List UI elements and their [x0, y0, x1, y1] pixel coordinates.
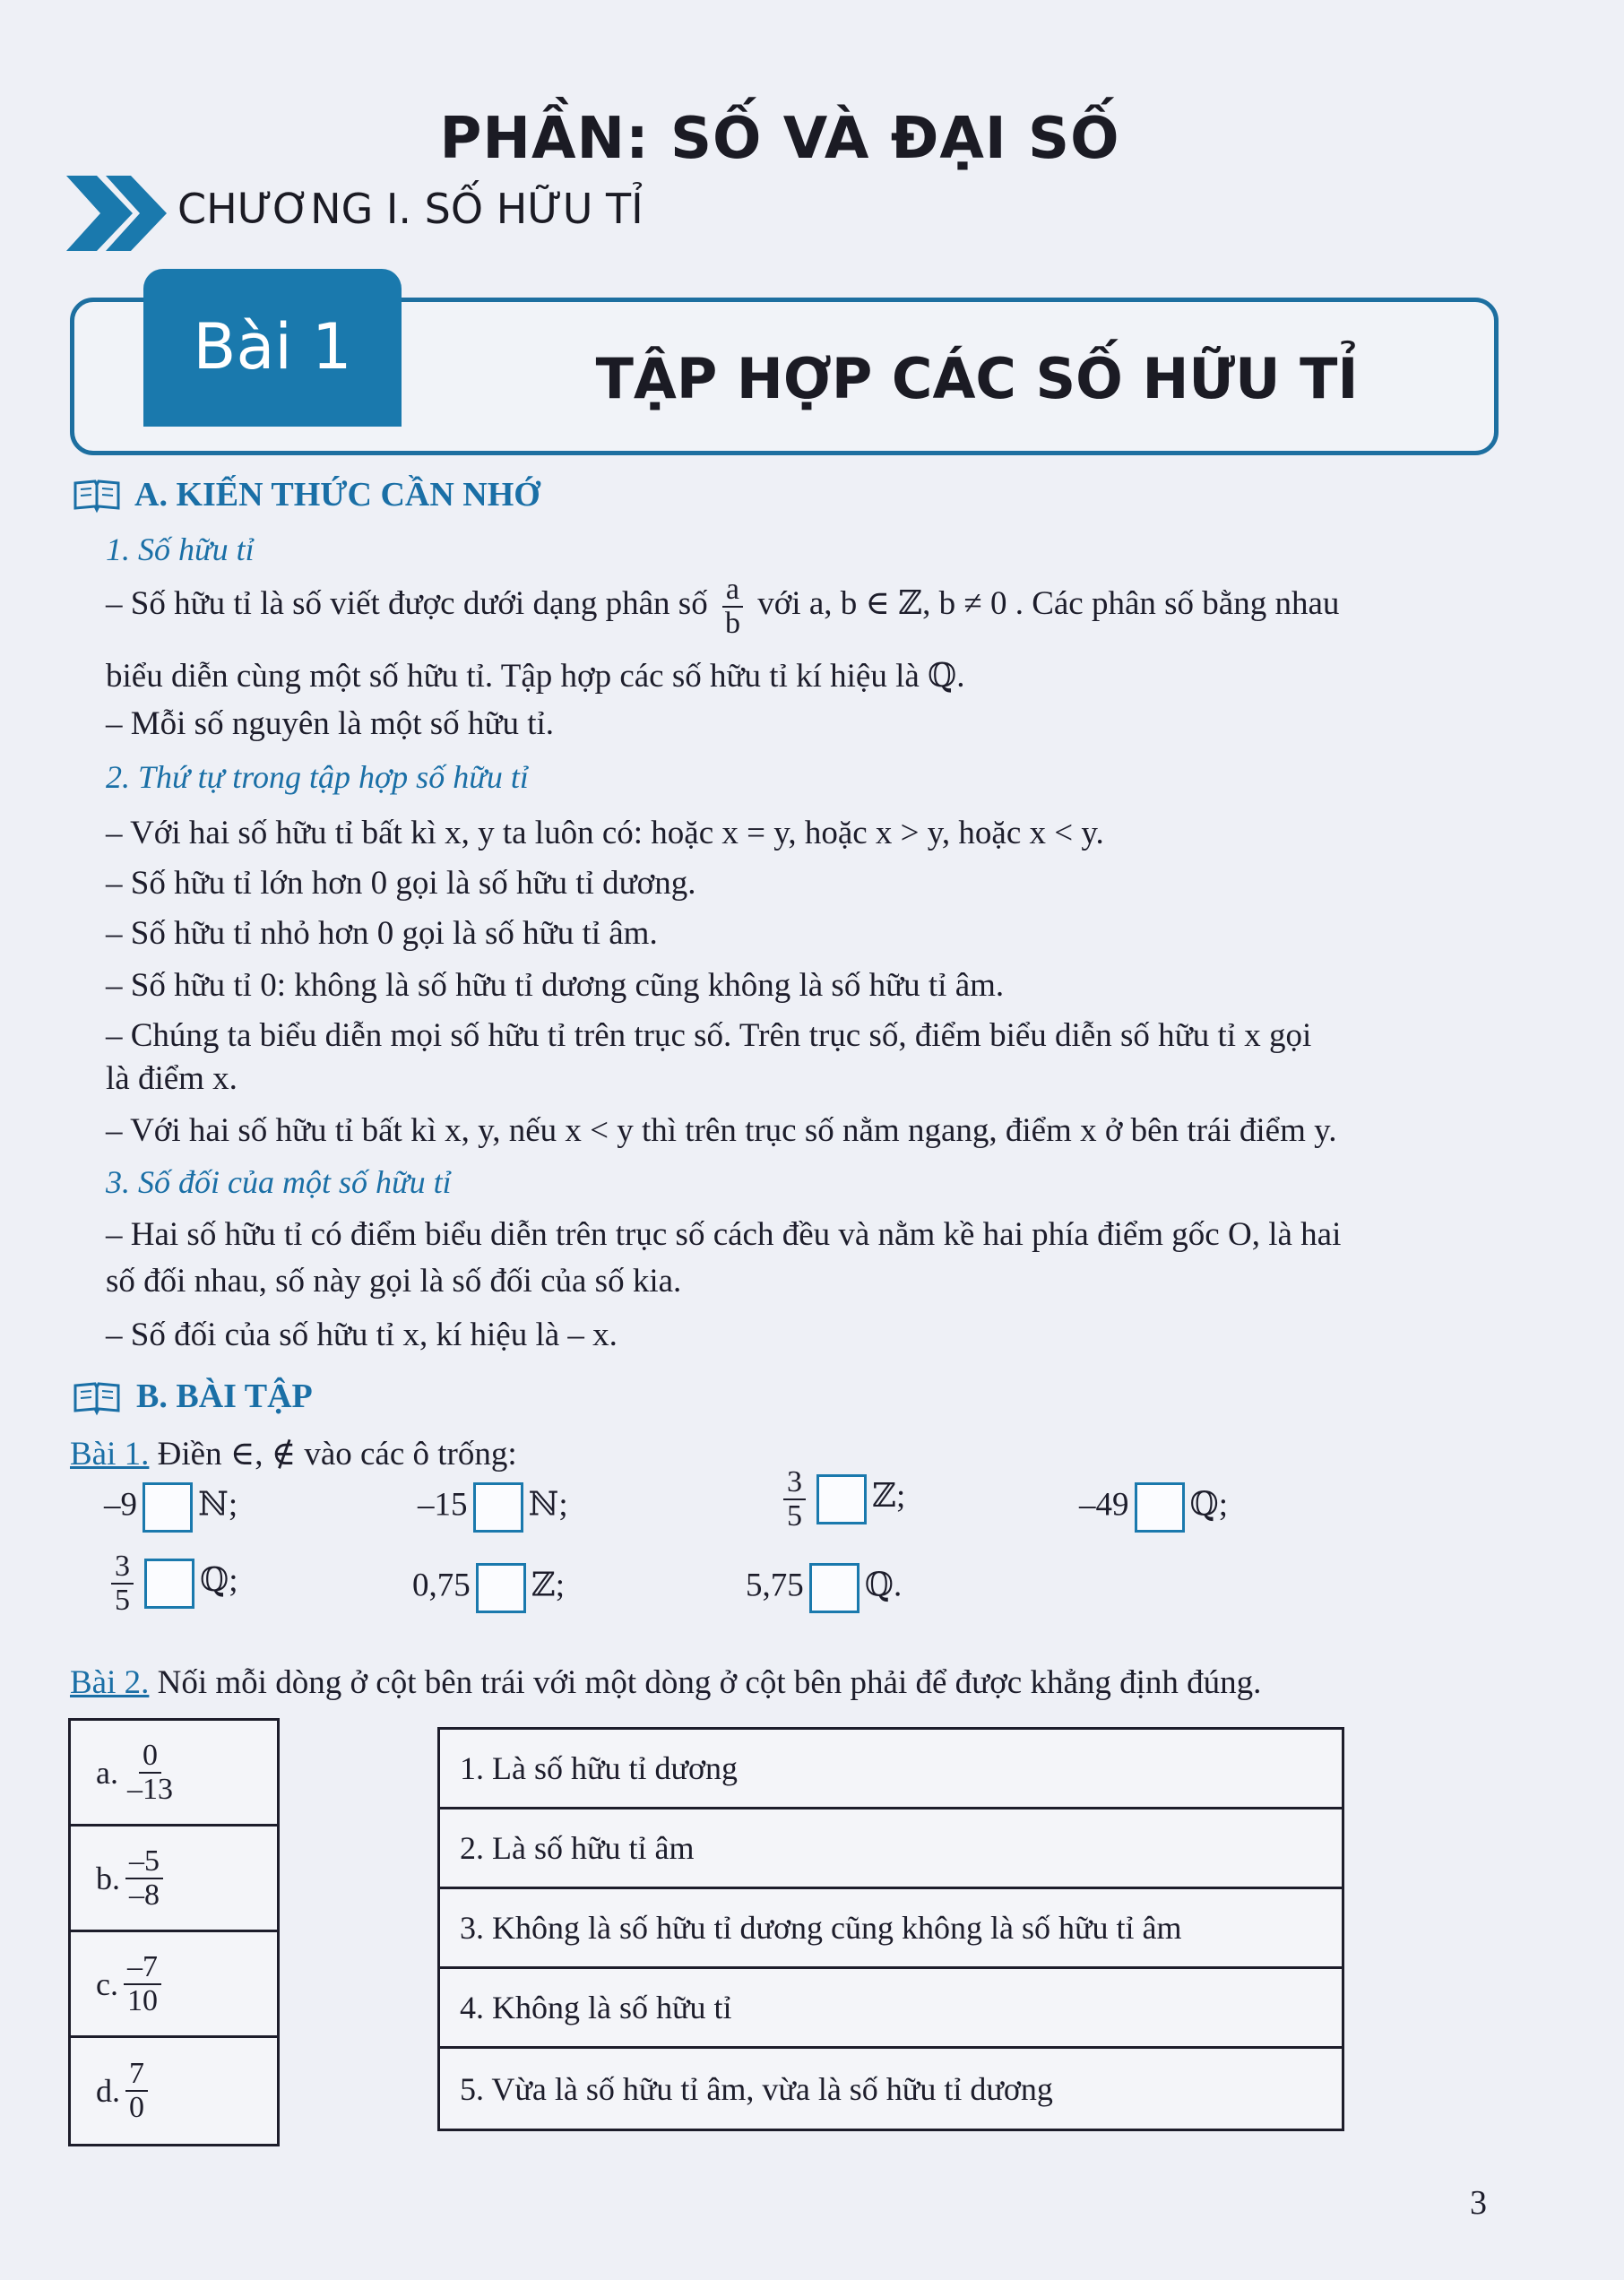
chapter-title: CHƯƠNG I. SỐ HỮU TỈ — [177, 185, 644, 233]
exercise-1-item: 5,75 ℚ. — [746, 1563, 902, 1613]
paragraph-order-2: – Số hữu tỉ lớn hơn 0 gọi là số hữu tỉ dương. — [106, 865, 696, 902]
exercise-1-item: $\frac{3}{5}$ ℤ; — [778, 1466, 905, 1532]
right-column-table — [437, 1727, 1344, 2131]
answer-box[interactable] — [816, 1474, 867, 1524]
right-item-2[interactable]: 2. Là số hữu tỉ âm — [440, 1809, 1342, 1889]
answer-box[interactable] — [809, 1563, 860, 1613]
section-b-heading: B. BÀI TẬP — [136, 1378, 313, 1415]
answer-box[interactable] — [1135, 1482, 1185, 1533]
paragraph-order-6: – Với hai số hữu tỉ bất kì x, y, nếu x < y thì trên trục số nằm ngang, điểm x ở bên trái điểm y. — [106, 1112, 1337, 1149]
right-item-3[interactable]: 3. Không là số hữu tỉ dương cũng không là số hữu tỉ âm — [440, 1889, 1342, 1969]
section-a-heading: A. KIẾN THỨC CẦN NHỚ — [134, 476, 540, 514]
lesson-number: Bài 1 — [193, 310, 352, 384]
chevron-right-icon — [66, 170, 168, 256]
paragraph-opposite-2: – Số đối của số hữu tỉ x, kí hiệu là – x. — [106, 1317, 618, 1353]
right-item-1[interactable]: 1. Là số hữu tỉ dương — [440, 1730, 1342, 1809]
exercise-1-item: –15 ℕ; — [418, 1482, 568, 1533]
book-icon — [72, 478, 122, 514]
subheading-order: 2. Thứ tự trong tập hợp số hữu tỉ — [106, 759, 529, 795]
left-item-c[interactable]: c. $\frac{-7}{10}$ — [71, 1932, 277, 2038]
right-item-5[interactable]: 5. Vừa là số hữu tỉ âm, vừa là số hữu tỉ dương — [460, 2070, 1053, 2107]
exercise-1-item: $\frac{3}{5}$ ℚ; — [106, 1550, 238, 1616]
subheading-opposite: 3. Số đối của một số hữu tỉ — [106, 1164, 452, 1200]
exercise-1-label: Bài 1. — [70, 1436, 150, 1472]
exercise-2-prompt: Bài 2. Nối mỗi dòng ở cột bên trái với một dòng ở cột bên phải để được khẳng định đúng. — [70, 1664, 1262, 1701]
paragraph-order-3: – Số hữu tỉ nhỏ hơn 0 gọi là số hữu tỉ âm. — [106, 915, 658, 952]
paragraph-integers: – Mỗi số nguyên là một số hữu tỉ. — [106, 705, 555, 742]
left-column-table — [68, 1718, 280, 2146]
paragraph-opposite-1-cont: số đối nhau, số này gọi là số đối của số kia. — [106, 1263, 682, 1300]
paragraph-definition: – Số hữu tỉ là số viết được dưới dạng phân số $\frac{a}{b}$ với a, b ∈ ℤ, b ≠ 0 . Các phân số bằng nhau — [106, 573, 1340, 640]
paragraph-order-5-cont: là điểm x. — [106, 1060, 238, 1097]
paragraph-order-5: – Chúng ta biểu diễn mọi số hữu tỉ trên trục số. Trên trục số, điểm biểu diễn số hữu tỉ x gọi — [106, 1017, 1312, 1054]
left-item-d[interactable]: d. $\frac{7}{0}$ — [71, 2038, 277, 2144]
paragraph-definition-cont: biểu diễn cùng một số hữu tỉ. Tập hợp các số hữu tỉ kí hiệu là ℚ. — [106, 658, 965, 695]
answer-box[interactable] — [473, 1482, 523, 1533]
exercise-1-prompt: Bài 1. Điền ∈, ∉ vào các ô trống: — [70, 1436, 517, 1472]
left-item-a[interactable]: a. $\frac{0}{-13}$ — [71, 1721, 277, 1827]
paragraph-order-1: – Với hai số hữu tỉ bất kì x, y ta luôn có: hoặc x = y, hoặc x > y, hoặc x < y. — [106, 815, 1104, 851]
page-number: 3 — [1470, 2184, 1487, 2222]
subheading-rational: 1. Số hữu tỉ — [106, 531, 255, 567]
exercise-1-item: 0,75 ℤ; — [412, 1563, 565, 1613]
paragraph-opposite-1: – Hai số hữu tỉ có điểm biểu diễn trên trục số cách đều và nằm kề hai phía điểm gốc O, là hai — [106, 1216, 1342, 1253]
left-item-b[interactable]: b. $\frac{-5}{-8}$ — [71, 1827, 277, 1932]
answer-box[interactable] — [143, 1482, 193, 1533]
exercise-1-item: –9 ℕ; — [104, 1482, 238, 1533]
fraction-a-b: $\frac{a}{b}$ — [721, 574, 744, 639]
exercise-1-item: –49 ℚ; — [1079, 1482, 1228, 1533]
book-icon — [72, 1380, 122, 1416]
part-title: PHẦN: SỐ VÀ ĐẠI SỐ — [439, 106, 1120, 172]
paragraph-order-4: – Số hữu tỉ 0: không là số hữu tỉ dương cũng không là số hữu tỉ âm. — [106, 967, 1005, 1004]
answer-box[interactable] — [144, 1559, 194, 1609]
answer-box[interactable] — [476, 1563, 526, 1613]
exercise-2-label: Bài 2. — [70, 1664, 150, 1701]
right-item-4[interactable]: 4. Không là số hữu tỉ — [440, 1969, 1342, 2049]
lesson-title: TẬP HỢP CÁC SỐ HỮU TỈ — [595, 346, 1359, 411]
